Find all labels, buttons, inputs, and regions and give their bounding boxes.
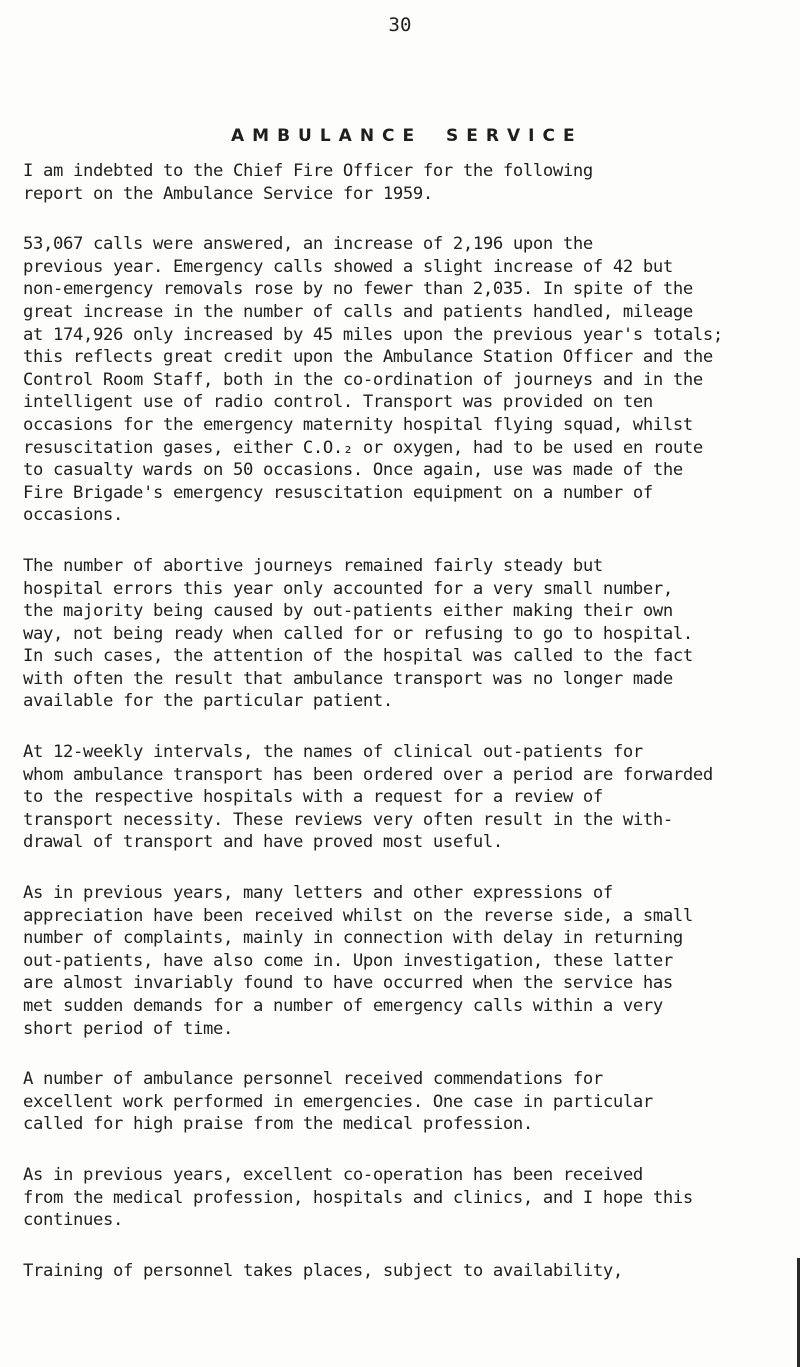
paragraph-abortive-journeys: The number of abortive journeys remained fairly steady but hospital errors this year only accounted for a very small number, the majority being caused by out-patients either making their own way, not being ready when called for or refusing to go to hospital. In such cases, the attention of the hospital was called to the fact with often the result that ambulance transport was no longer made available for the particular patient. bbox=[23, 555, 693, 712]
paragraph-co-operation: As in previous years, excellent co-operation has been received from the medical profession, hospitals and clinics, and I hope this continues. bbox=[23, 1164, 693, 1231]
report-body bbox=[23, 160, 798, 1310]
page-number: 30 bbox=[388, 14, 412, 36]
paragraph-training: Training of personnel takes places, subject to availability, bbox=[23, 1260, 623, 1281]
paragraph-calls-summary: 53,067 calls were answered, an increase of 2,196 upon the previous year. Emergency calls showed a slight increase of 42 but non-emergency removals rose by no fewer than 2,035. In spite of the great increase in the number of calls and patients handled, mileage at 174,926 only increased by 45 miles upon the previous year's totals; this reflects great credit upon the Ambulance Station Officer and the Control Room Staff, both in the co-ordination of journeys and in the intelligent use of radio control. Transport was provided on ten occasions for the emergency maternity hospital flying squad, whilst resuscitation gases, either C.O.₂ or oxygen, had to be used en route to casualty wards on 50 occasions. Once again, use was made of the Fire Brigade's emergency resuscitation equipment on a number of occasions. bbox=[23, 234, 723, 526]
paragraph-outpatient-review: At 12-weekly intervals, the names of clinical out-patients for whom ambulance transport has been ordered over a period are forwarded to the respective hospitals with a request for a review of transport necessity. These reviews very often result in the with- drawal of transport and have proved most useful. bbox=[23, 742, 713, 853]
section-heading: AMBULANCE SERVICE bbox=[231, 126, 583, 146]
paragraph-intro: I am indebted to the Chief Fire Officer for the following report on the Ambulance Service for 1959. bbox=[23, 161, 593, 204]
paragraph-letters-complaints: As in previous years, many letters and other expressions of appreciation have been received whilst on the reverse side, a small number of complaints, mainly in connection with delay in returning out-patients, have also come in. Upon investigation, these latter are almost invariably found to have occurred when the service has met sudden demands for a number of emergency calls within a very short period of time. bbox=[23, 883, 693, 1039]
paragraph-commendations: A number of ambulance personnel received commendations for excellent work performed in emergencies. One case in particular called for high praise from the medical profession. bbox=[23, 1069, 653, 1135]
